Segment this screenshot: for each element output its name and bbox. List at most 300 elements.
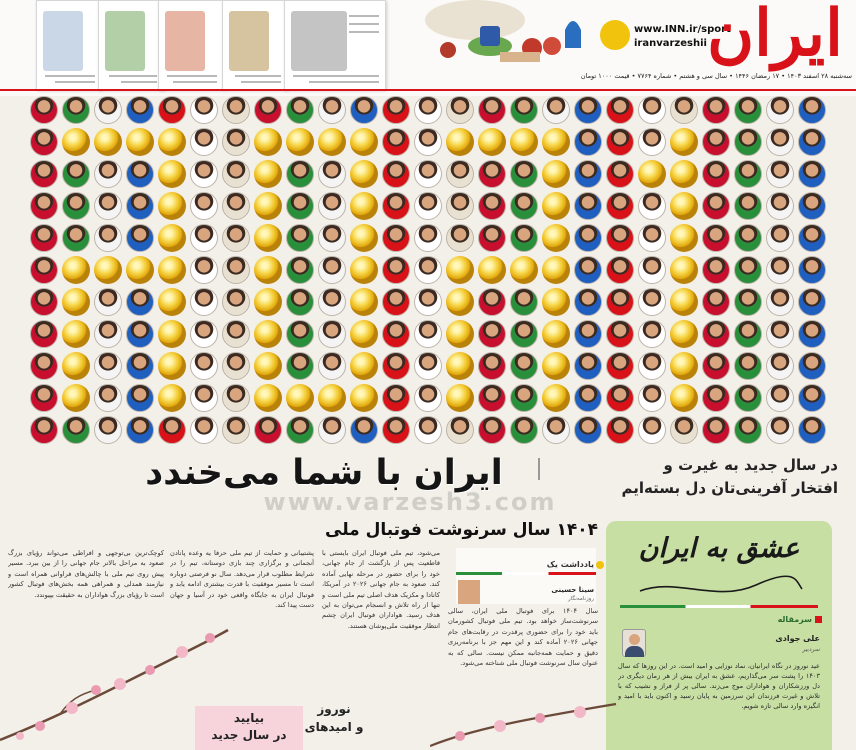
article-title: ۱۴۰۴ سال سرنوشت فوتبال ملی [325,520,598,540]
player-photo [414,224,442,252]
player-photo [446,160,474,188]
gold-dot [446,288,474,316]
player-photo [30,288,58,316]
player-photo [286,352,314,380]
gold-dot [254,288,282,316]
player-photo [94,160,122,188]
gold-dot [158,256,186,284]
gold-dot [126,128,154,156]
gold-dot [254,352,282,380]
player-photo [638,416,666,444]
gold-dot [94,128,122,156]
player-photo [638,352,666,380]
gold-dot [478,128,506,156]
player-photo [798,416,826,444]
player-photo [350,96,378,124]
player-photo [574,192,602,220]
player-photo [318,256,346,284]
player-photo [734,160,762,188]
player-photo [734,288,762,316]
player-photo [382,352,410,380]
player-photo [30,256,58,284]
player-photo [574,256,602,284]
player-photo [478,96,506,124]
article-column-2: پشتیبانی و حمایت از تیم ملی حرفا یه وعده پانادن آنجمانی و برگزاری چند بازی دوستانه، تیم را در شرایط مطلوب قرار می‌دهد. سال نو فرصتی دوباره است تا مسیر موفقیت با قدرت بیشتری ادامه یابد و فوتبال ایران به جایگاه واقعی خود در آسیا و جهان دست پیدا کند. [170,549,314,610]
player-photo [638,384,666,412]
player-photo [638,288,666,316]
memo-bullet-icon [596,561,604,569]
player-photo [638,128,666,156]
gold-dot [542,352,570,380]
player-photo [542,416,570,444]
editor-avatar [622,629,646,657]
player-photo [670,416,698,444]
gold-dot [158,320,186,348]
player-photo [734,224,762,252]
player-photo [94,352,122,380]
player-photo [158,96,186,124]
dateline: سه‌شنبه ۲۸ اسفند ۱۴۰۳ • ۱۷ رمضان ۱۴۴۶ • سال سی و هشتم • شماره ۷۷۶۴ • قیمت ۱۰۰۰ تومان [580,72,852,80]
gold-dot [670,384,698,412]
player-photo [798,320,826,348]
player-photo [734,256,762,284]
player-photo [30,352,58,380]
gold-dot [158,128,186,156]
gold-dot [446,256,474,284]
gold-dot [542,192,570,220]
player-photo [318,288,346,316]
player-photo [382,224,410,252]
gold-dot [542,256,570,284]
gold-dot [350,256,378,284]
calligraphy-flourish-icon [636,573,806,599]
player-photo [190,256,218,284]
player-photo [446,96,474,124]
player-photo [702,192,730,220]
player-photo [190,128,218,156]
gold-dot [542,224,570,252]
player-photo [30,384,58,412]
gold-dot [62,352,90,380]
nowruz-line-2: و امیدهای [304,720,364,734]
player-photo [254,416,282,444]
player-photo [190,416,218,444]
player-photo [126,96,154,124]
player-photo [446,192,474,220]
player-photo [30,160,58,188]
gold-dot [62,320,90,348]
player-photo [606,416,634,444]
player-photo [222,352,250,380]
gold-dot [254,224,282,252]
player-photo [286,224,314,252]
article-column-4: سال ۱۴۰۴ برای فوتبال ملی ایران، سالی سرنوشت‌ساز خواهد بود. تیم ملی فوتبال کشورمان باید خود را برای حضوری پرقدرت در رقابت‌های جام جهانی ۲۰۲۶ آماده کند و این مهم جز با برنامه‌ریزی دقیق و حمایت همه‌جانبه ممکن نیست. سالی که به عنوان سال سرنوشت فوتبال ملی شناخته می‌شود. [448,607,598,668]
gold-dot [510,256,538,284]
front-page-thumbnail [284,0,386,90]
player-photo [606,320,634,348]
gold-dot [94,256,122,284]
player-photo [574,352,602,380]
player-photo [798,288,826,316]
player-photo [158,416,186,444]
player-photo [766,352,794,380]
player-photo [638,192,666,220]
player-photo [798,160,826,188]
gold-dot [158,192,186,220]
player-photo [798,128,826,156]
gold-dot [254,384,282,412]
player-photo [30,128,58,156]
gold-dot [350,320,378,348]
front-page-thumbnail [98,0,164,90]
gold-dot [350,160,378,188]
gold-dot [670,128,698,156]
player-photo [222,256,250,284]
flag-rule [620,605,818,608]
player-photo [382,96,410,124]
player-photo [382,192,410,220]
player-photo [126,384,154,412]
player-photo [702,384,730,412]
player-photo [766,224,794,252]
masthead-rule [0,86,856,94]
editor-name: علی جوادی [775,634,820,643]
sidebar-body: عید نوروز در نگاه ایرانیان، نماد نوزایی و امید است. در این روزها که سال ۱۴۰۳ را پشت سر می‌گذاریم، عشق به ایران بیش از هر زمان دیگری در دل ورزشکاران و هواداران موج می‌زند. سالی پر از فراز و نشیب که با تلاش و غیرت فرزندان این سرزمین به پایان رسید و اکنون باید با امید و انگیزه وارد سالی تازه شویم. [618,662,820,710]
editor-role: سردبیر [802,646,820,653]
nowruz-teaser[interactable] [304,700,364,750]
player-photo [126,352,154,380]
player-photo [286,416,314,444]
gold-dot [542,288,570,316]
player-photo [382,160,410,188]
player-photo [638,96,666,124]
player-photo [574,128,602,156]
gold-dot [286,384,314,412]
player-photo [318,192,346,220]
player-photo [734,416,762,444]
gold-dot [670,288,698,316]
gold-dot [62,384,90,412]
player-photo [702,288,730,316]
player-photo [766,288,794,316]
gold-dot [254,256,282,284]
player-photo [382,288,410,316]
gold-dot [670,160,698,188]
player-photo [30,224,58,252]
player-photo [638,256,666,284]
player-photo [798,352,826,380]
player-photo [318,96,346,124]
player-photo [94,320,122,348]
player-photo [766,384,794,412]
player-photo [446,224,474,252]
player-photo [510,160,538,188]
player-photo [190,352,218,380]
player-photo [126,160,154,188]
front-page-thumbnail [222,0,288,90]
player-photo [574,320,602,348]
player-photo [766,192,794,220]
gold-dot [318,128,346,156]
gold-dot [350,224,378,252]
gold-dot [126,256,154,284]
gold-dot [542,128,570,156]
player-photo [222,320,250,348]
player-photo [734,192,762,220]
gold-dot [542,320,570,348]
player-photo [286,192,314,220]
teaser-line-1: بیایید [233,711,265,725]
gold-dot [670,256,698,284]
player-photo [702,128,730,156]
player-photo [478,288,506,316]
player-photo [606,192,634,220]
gold-dot [350,128,378,156]
player-photo [286,160,314,188]
main-headline: ایران با شما می‌خندد [145,453,503,493]
player-photo [414,352,442,380]
player-photo [702,256,730,284]
player-photo [510,192,538,220]
player-photo [478,352,506,380]
player-photo [510,416,538,444]
player-photo [286,256,314,284]
player-photo [62,224,90,252]
player-photo [94,96,122,124]
gold-dot [158,224,186,252]
player-photo [222,288,250,316]
player-photo [606,352,634,380]
player-photo [94,288,122,316]
article-column-3: می‌شود، تیم ملی فوتبال ایران بایستی با قاطعیت پس از بازگشت از جام جهانی، خود را برای حضور در مرحله نهایی آماده کند. صعود به جام جهانی ۲۰۲۶ در آمریکا، کانادا و مکزیک هدف اصلی تیم ملی است و تنها از راه تلاش و انسجام می‌توان به این هدف رسید. هواداران فوتبال ایران چشم انتظار موفقیت ملی‌پوشان هستند. [322,549,440,630]
player-photo [414,384,442,412]
gold-dot [158,160,186,188]
player-photo [766,160,794,188]
player-photo [318,224,346,252]
player-photo [126,192,154,220]
player-photo [606,96,634,124]
memo-label: یادداشت یک [546,560,594,569]
newspaper-logo: ایران [707,0,843,71]
player-photo [126,320,154,348]
player-photo [798,256,826,284]
player-photo [62,96,90,124]
gold-dot [254,160,282,188]
player-photo [702,320,730,348]
gold-dot [670,192,698,220]
gold-dot [670,224,698,252]
player-photo [510,224,538,252]
player-photo [606,256,634,284]
web-icon [600,20,630,50]
player-photo [702,160,730,188]
gold-dot [446,352,474,380]
player-photo [414,128,442,156]
player-photo [446,416,474,444]
player-photo [190,160,218,188]
gold-dot [254,128,282,156]
gold-dot [350,352,378,380]
player-photo [94,192,122,220]
player-photo [62,192,90,220]
player-photo [766,128,794,156]
gold-dot [446,384,474,412]
gold-dot [62,128,90,156]
player-photo [382,416,410,444]
gold-dot [62,256,90,284]
player-photo [286,96,314,124]
player-photo [766,96,794,124]
player-photo [414,192,442,220]
masthead [0,0,856,96]
player-photo [382,320,410,348]
player-photo [574,288,602,316]
player-photo [254,96,282,124]
social-handle[interactable]: iranvarzeshii [634,38,707,49]
player-photo [670,96,698,124]
player-photo [734,320,762,348]
player-photo [510,320,538,348]
player-photo [734,352,762,380]
player-photo [190,96,218,124]
player-photo [318,416,346,444]
player-photo [478,224,506,252]
player-photo [414,288,442,316]
player-photo [222,96,250,124]
author-role: روزنامه‌نگار [568,596,594,602]
player-photo [478,320,506,348]
player-photo [382,128,410,156]
player-photo [798,224,826,252]
flag-rule [456,572,596,575]
gold-dot [478,256,506,284]
gold-dot [670,352,698,380]
teaser-box[interactable] [195,706,303,750]
player-photo [606,160,634,188]
gold-dot [158,352,186,380]
player-photo [510,96,538,124]
player-photo [414,320,442,348]
player-photo [222,384,250,412]
player-photo [734,384,762,412]
nowruz-line-1: نوروز [317,702,351,716]
gold-dot [158,288,186,316]
teaser-line-2: در سال جدید [211,728,287,742]
photo-mosaic [28,94,828,446]
player-photo [478,384,506,412]
player-photo [350,416,378,444]
sidebar-label: سرمقاله [777,615,812,624]
gold-dot [350,192,378,220]
player-photo [30,320,58,348]
gold-dot [542,384,570,412]
player-photo [222,224,250,252]
player-photo [510,384,538,412]
player-photo [574,96,602,124]
player-photo [702,352,730,380]
player-photo [606,384,634,412]
player-photo [382,256,410,284]
player-photo [414,96,442,124]
player-photo [190,288,218,316]
player-photo [798,96,826,124]
player-photo [574,160,602,188]
gold-dot [638,160,666,188]
player-photo [638,320,666,348]
player-photo [798,192,826,220]
player-photo [798,384,826,412]
player-photo [414,160,442,188]
player-photo [190,320,218,348]
gold-dot [254,192,282,220]
player-photo [94,416,122,444]
player-photo [702,224,730,252]
player-photo [574,384,602,412]
player-photo [190,192,218,220]
gold-dot [510,128,538,156]
player-photo [478,192,506,220]
player-photo [222,160,250,188]
player-photo [94,224,122,252]
player-photo [318,320,346,348]
player-photo [222,192,250,220]
player-photo [318,160,346,188]
gold-dot [670,320,698,348]
player-photo [734,128,762,156]
gold-dot [542,160,570,188]
player-photo [574,416,602,444]
player-photo [510,288,538,316]
player-photo [766,416,794,444]
gold-dot [446,128,474,156]
author-name: سینا حسینی [551,586,594,594]
label-square-icon [815,616,822,623]
player-photo [606,288,634,316]
player-photo [94,384,122,412]
player-photo [510,352,538,380]
player-photo [414,256,442,284]
player-photo [734,96,762,124]
player-photo [62,416,90,444]
gold-dot [286,128,314,156]
gold-dot [446,320,474,348]
player-photo [478,160,506,188]
player-photo [414,416,442,444]
player-photo [222,416,250,444]
player-photo [766,320,794,348]
headline-divider [538,458,540,480]
gold-dot [350,384,378,412]
subheadline-line-1: در سال جدید به غیرت و [663,456,838,474]
watermark: www.varzesh3.com [263,488,557,516]
player-photo [286,320,314,348]
gold-dot [318,384,346,412]
memo-box [456,548,596,604]
player-photo [542,96,570,124]
player-photo [606,128,634,156]
editorial-sidebar [606,521,832,750]
player-photo [318,352,346,380]
player-photo [126,416,154,444]
player-photo [382,384,410,412]
gold-dot [62,288,90,316]
player-photo [190,224,218,252]
gold-dot [254,320,282,348]
player-photo [222,128,250,156]
site-url[interactable]: www.INN.ir/sport [634,24,731,35]
player-photo [286,288,314,316]
gold-dot [350,288,378,316]
